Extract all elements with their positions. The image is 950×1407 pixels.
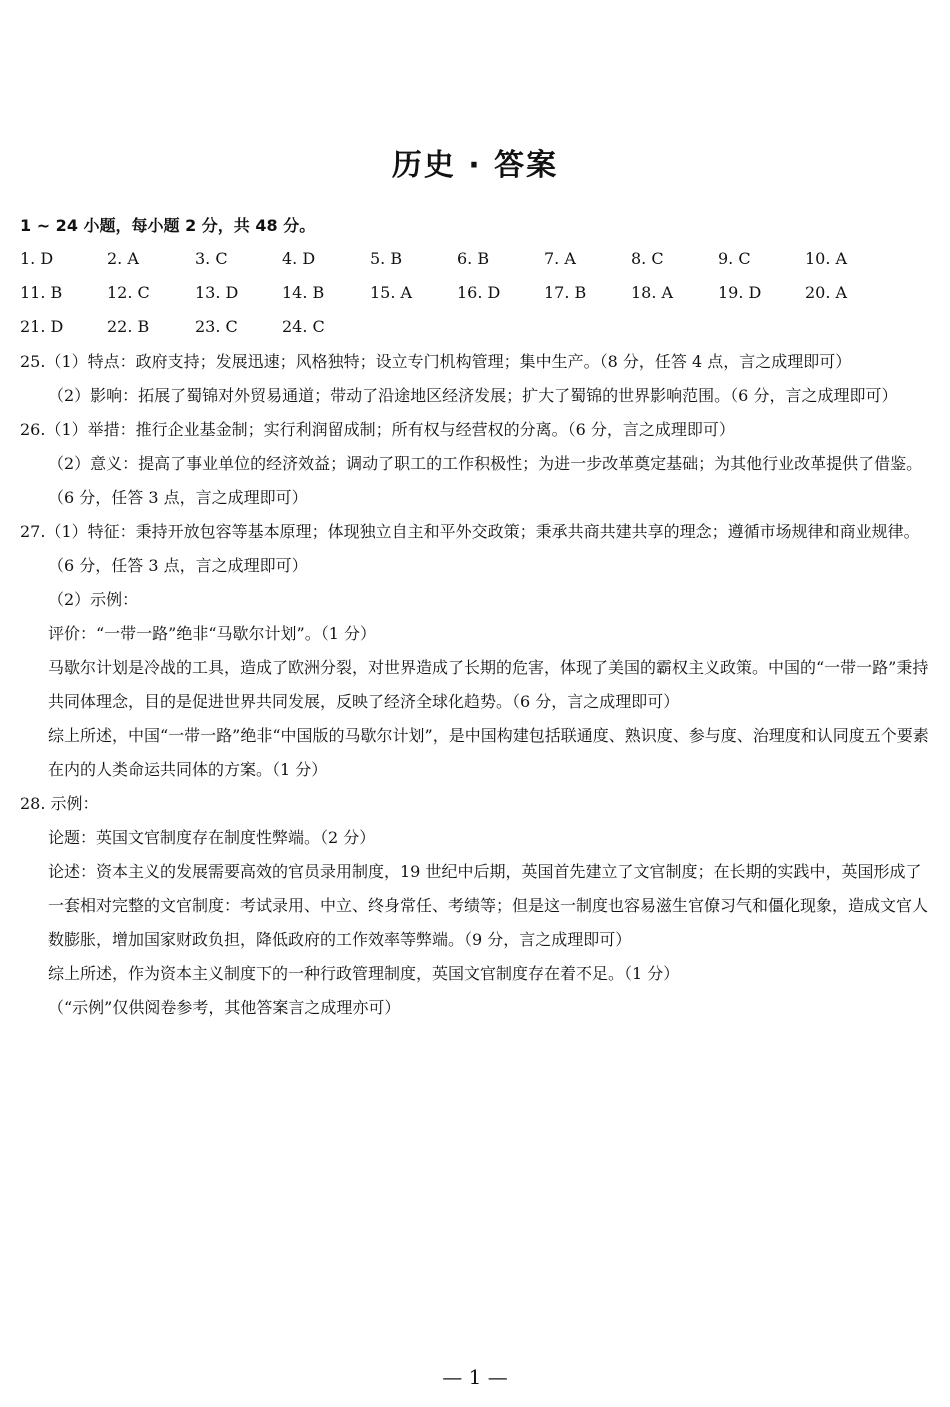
mc-answer: 15. A (370, 283, 413, 302)
q27-conclusion: 综上所述，中国“一带一路”绝非“中国版的马歇尔计划”，是中国构建包括联通度、熟识度、参与度、治理度和认同度五个要素在内的人类命运共同体的方案。（1 分） (48, 726, 929, 779)
q27-argument: 马歇尔计划是冷战的工具，造成了欧洲分裂，对世界造成了长期的危害，体现了美国的霸权主义政策。中国的“一带一路”秉持共同体理念，目的是促进世界共同发展，反映了经济全球化趋势。（6 分，言之成理即可） (48, 658, 929, 711)
mc-answer: 20. A (805, 283, 848, 302)
mc-answer: 19. D (718, 283, 762, 302)
q28-thesis: 论题：英国文官制度存在制度性弊端。（2 分） (48, 828, 376, 847)
q27-part2: （2）示例： (48, 590, 139, 609)
q25-part2: （2）影响：拓展了蜀锦对外贸易通道；带动了沿途地区经济发展；扩大了蜀锦的世界影响范围。（6 分，言之成理即可） (48, 386, 898, 405)
mc-answer: 22. B (107, 317, 150, 336)
q28-conclusion: 综上所述，作为资本主义制度下的一种行政管理制度，英国文官制度存在着不足。（1 分） (48, 964, 680, 983)
page-number: — 1 — (442, 1365, 508, 1389)
mc-answer: 16. D (457, 283, 501, 302)
mc-answer: 3. C (195, 249, 228, 268)
mc-answer: 1. D (20, 249, 54, 268)
mc-intro: 1 ~ 24 小题，每小题 2 分，共 48 分。 (20, 216, 316, 235)
mc-answer: 12. C (107, 283, 150, 302)
mc-answer: 6. B (457, 249, 490, 268)
mc-answer: 8. C (631, 249, 664, 268)
q26-part1: 26.（1）举措：推行企业基金制；实行利润留成制；所有权与经营权的分离。（6 分，言之成理即可） (20, 420, 735, 439)
q26-part2: （2）意义：提高了事业单位的经济效益；调动了职工的工作积极性；为进一步改革奠定基础；为其他行业改革提供了借鉴。（6 分，任答 3 点，言之成理即可） (48, 454, 923, 507)
mc-answer: 21. D (20, 317, 64, 336)
mc-answer: 24. C (282, 317, 325, 336)
q27-part1: 27.（1）特征：秉持开放包容等基本原理；体现独立自主和平外交政策；秉承共商共建共享的理念；遵循市场规律和商业规律。（6 分，任答 3 点，言之成理即可） (20, 522, 920, 575)
mc-answer: 11. B (20, 283, 63, 302)
page-title: 历史 · 答案 (391, 148, 559, 183)
q28-note: （“示例”仅供阅卷参考，其他答案言之成理亦可） (48, 998, 401, 1017)
mc-answer-grid (20, 249, 920, 351)
mc-answer: 18. A (631, 283, 674, 302)
mc-answer: 4. D (282, 249, 316, 268)
mc-row (20, 249, 920, 283)
mc-answer: 5. B (370, 249, 403, 268)
mc-answer: 2. A (107, 249, 139, 268)
mc-row (20, 283, 920, 317)
mc-answer: 7. A (544, 249, 576, 268)
mc-answer: 13. D (195, 283, 239, 302)
q25-part1: 25.（1）特点：政府支持；发展迅速；风格独特；设立专门机构管理；集中生产。（8 分，任答 4 点，言之成理即可） (20, 352, 852, 371)
mc-answer: 10. A (805, 249, 848, 268)
mc-answer: 14. B (282, 283, 325, 302)
mc-answer: 9. C (718, 249, 751, 268)
answer-body (20, 345, 930, 1025)
mc-answer: 23. C (195, 317, 238, 336)
q28-argument: 论述：资本主义的发展需要高效的官员录用制度，19 世纪中后期，英国首先建立了文官制度；在长期的实践中，英国形成了一套相对完整的文官制度：考试录用、中立、终身常任、考绩等；但是这一制度也容易滋生官僚习气和僵化现象，造成文官人数膨胀，增加国家财政负担，降低政府的工作效率等弊端。（9 分，言之成理即可） (48, 862, 929, 949)
q28-heading: 28. 示例： (20, 794, 99, 813)
q27-evaluation: 评价：“一带一路”绝非“马歇尔计划”。（1 分） (48, 624, 376, 643)
mc-answer: 17. B (544, 283, 587, 302)
